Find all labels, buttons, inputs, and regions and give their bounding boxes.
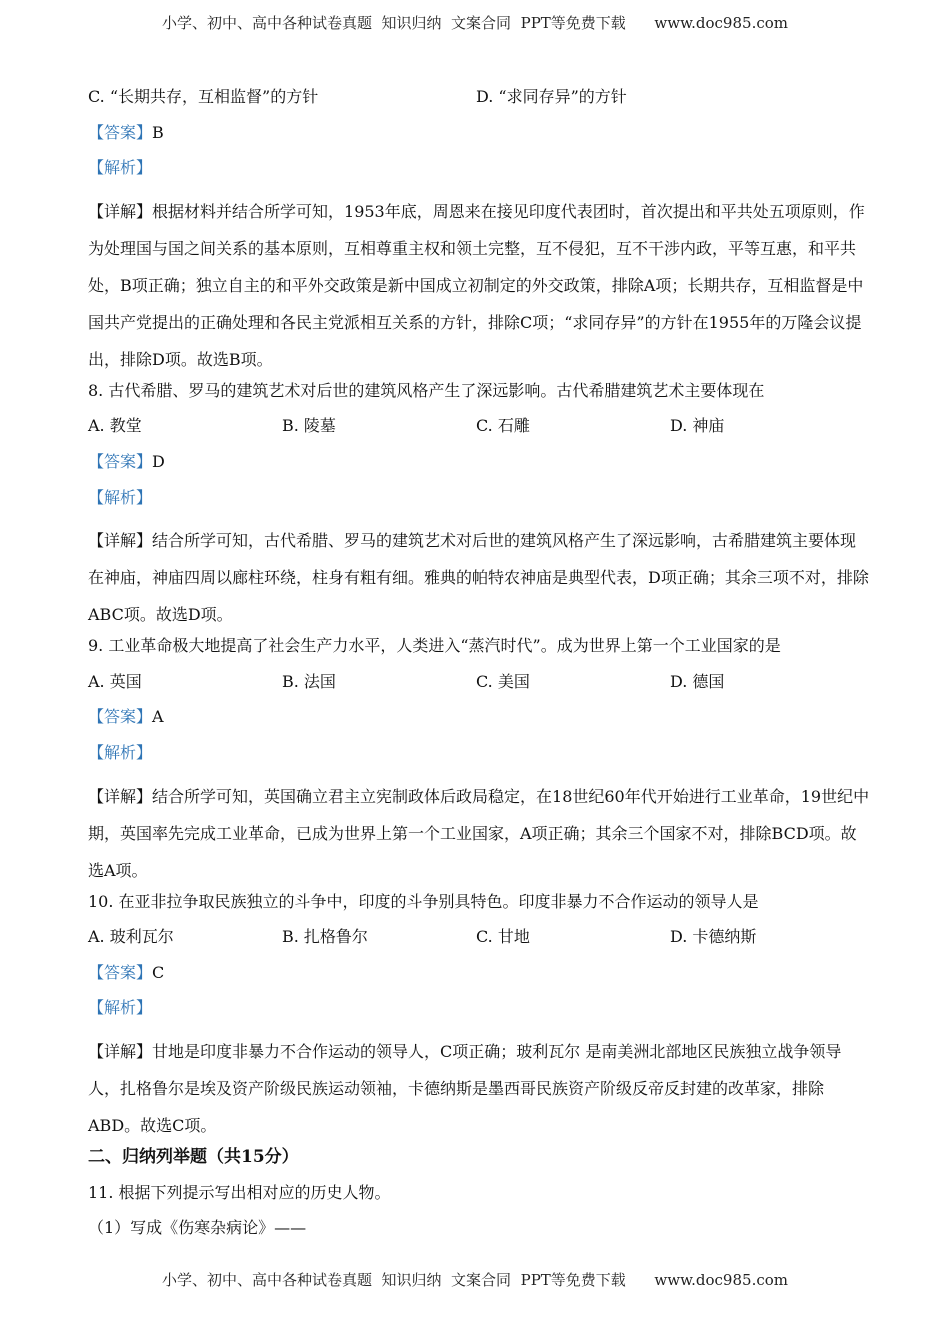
q9-option-c: C. 美国 [476, 671, 530, 691]
q8-detail [88, 522, 872, 633]
q7-option-c: C. “长期共存，互相监督”的方针 [88, 87, 319, 106]
q8-option-d: D. 神庙 [670, 416, 725, 436]
q8-analysis [88, 487, 872, 523]
q9-option-d: D. 德国 [670, 671, 725, 691]
detail-text: 结合所学可知，古代希腊、罗马的建筑艺术对后世的建筑风格产生了深远影响，古希腊建筑主要体现在神庙，神庙四周以廊柱环绕，柱身有粗有细。雅典的帕特农神庙是典型代表，D项正确；其余三项不对，排除ABC项。故选D项。 [88, 531, 869, 625]
detail-text: 结合所学可知，英国确立君主立宪制政体后政局稳定，在18世纪60年代开始进行工业革命，19世纪中期，英国率先完成工业革命，已成为世界上第一个工业国家，A项正确；其余三个国家不对，排除BCD项。故选A项。 [88, 786, 870, 880]
q7-options [88, 86, 872, 122]
q8-option-a: A. 教堂 [88, 416, 142, 436]
q9-option-a: A. 英国 [88, 671, 142, 691]
q8-option-c: C. 石雕 [476, 416, 530, 436]
q7-analysis [88, 157, 872, 193]
q10-option-d: D. 卡德纳斯 [670, 927, 757, 947]
page-footer: 小学、初中、高中各种试卷真题 知识归纳 文案合同 PPT等免费下载 www.doc985.com [161, 1271, 788, 1289]
detail-text: 甘地是印度非暴力不合作运动的领导人，C项正确；玻利瓦尔 是南美洲北部地区民族独立战争领导人，扎格鲁尔是埃及资产阶级民族运动领袖，卡德纳斯是墨西哥民族资产阶级反帝反封建的改革家，排除ABD。故选C项。 [88, 1041, 842, 1135]
detail-text: 根据材料并结合所学可知，1953年底，周恩来在接见印度代表团时，首次提出和平共处五项原则，作为处理国与国之间关系的基本原则，互相尊重主权和领土完整，互不侵犯，互不干涉内政，平等互惠，和平共处，B项正确；独立自主的和平外交政策是新中国成立初制定的外交政策，排除A项；长期共存，互相监督是中国共产党提出的正确处理和各民主党派相互关系的方针，排除C项；“求同存异”的方针在1955年的万隆会议提出，排除D项。故选B项。 [88, 201, 865, 369]
q9-question: 9. 工业革命极大地提高了社会生产力水平，人类进入“蒸汽时代”。成为世界上第一个工业国家的是 [88, 636, 781, 656]
q9-analysis [88, 742, 872, 778]
answer-tag: 【答案】 [88, 707, 153, 727]
section-title: 二、归纳列举题（共15分） [88, 1146, 299, 1167]
q10-option-a: A. 玻利瓦尔 [88, 927, 174, 947]
answer-value: D [152, 451, 165, 471]
answer-tag: 【答案】 [88, 122, 153, 142]
q9-answer [88, 706, 872, 742]
analysis-tag: 【解析】 [88, 487, 153, 507]
q8-option-b: B. 陵墓 [282, 416, 336, 436]
analysis-tag: 【解析】 [88, 998, 153, 1018]
document-body [88, 86, 872, 1253]
answer-tag: 【答案】 [88, 451, 153, 471]
q9-detail [88, 778, 872, 889]
q7-answer [88, 122, 872, 158]
analysis-tag: 【解析】 [88, 158, 153, 178]
answer-tag: 【答案】 [88, 962, 153, 982]
q10-question: 10. 在亚非拉争取民族独立的斗争中，印度的斗争别具特色。印度非暴力不合作运动的领导人是 [88, 891, 759, 911]
q7-option-d: D. “求同存异”的方针 [476, 87, 627, 106]
answer-value: A [152, 707, 164, 727]
q8-options [88, 415, 872, 451]
answer-value: B [152, 122, 164, 142]
q10-options [88, 926, 872, 962]
q7-detail [88, 193, 872, 378]
page-header: 小学、初中、高中各种试卷真题 知识归纳 文案合同 PPT等免费下载 www.doc985.com [161, 14, 788, 32]
detail-tag: 【详解】 [88, 1041, 153, 1061]
detail-tag: 【详解】 [88, 201, 153, 221]
answer-value: C [152, 962, 165, 982]
q9-option-b: B. 法国 [282, 671, 336, 691]
detail-tag: 【详解】 [88, 786, 153, 806]
q11-sub-1: （1）写成《伤寒杂病论》—— [88, 1218, 307, 1238]
q10-option-b: B. 扎格鲁尔 [282, 927, 368, 947]
detail-tag: 【详解】 [88, 531, 153, 551]
q10-analysis [88, 997, 872, 1033]
q9-options [88, 671, 872, 707]
q8-question: 8. 古代希腊、罗马的建筑艺术对后世的建筑风格产生了深远影响。古代希腊建筑艺术主要体现在 [88, 380, 765, 400]
analysis-tag: 【解析】 [88, 742, 153, 762]
q11-question: 11. 根据下列提示写出相对应的历史人物。 [88, 1182, 391, 1202]
q8-answer [88, 451, 872, 487]
q10-answer [88, 962, 872, 998]
q10-detail [88, 1033, 872, 1144]
q10-option-c: C. 甘地 [476, 927, 530, 947]
